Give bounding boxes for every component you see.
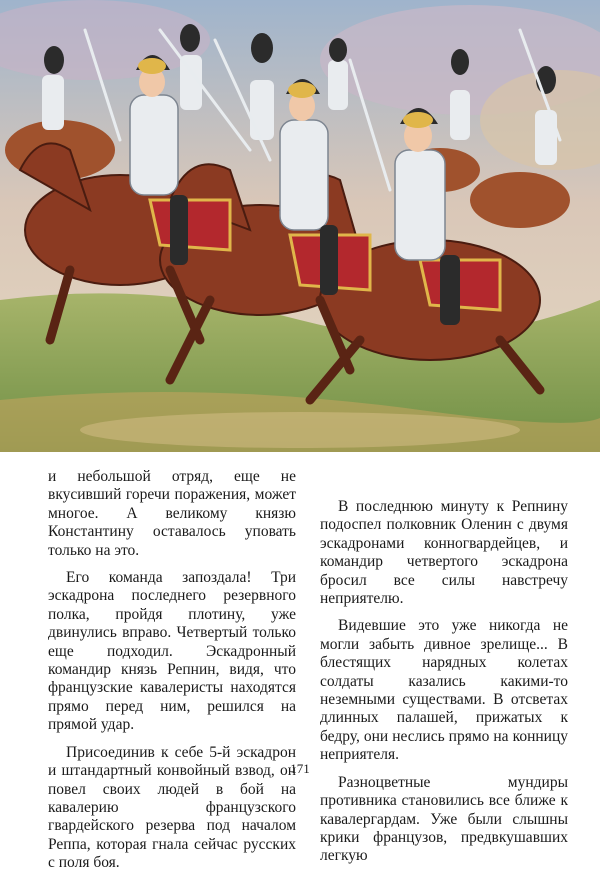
page-number: 171 — [290, 761, 310, 776]
paragraph: Его команда запоздала! Три эскадрона последнего резервного полка, пройдя плотину, уже двинулись вправо. Четвертый только еще подходил. Эскадронный командир князь Репнин, видя, что французские кавалеристы находятся прямо перед ним, решился на прямой удар. — [48, 569, 296, 734]
right-column — [320, 468, 568, 882]
paragraph: В последнюю минуту к Репнину подоспел полковник Оленин с двумя эскадронами конногвардейцев, и командир четвертого эскадрона бросил все силы навстречу неприятелю. — [320, 498, 568, 608]
paragraph: Видевшие это уже никогда не могли забыть дивное зрелище... В блестящих нарядных колетах солдаты казались какими-то неземными существами. В отсветах длинных палашей, прижатых к бедру, они неслись прямо на конницу неприятеля. — [320, 617, 568, 764]
article-body — [48, 468, 568, 882]
paragraph: Разноцветные мундиры противника становились все ближе к кавалергардам. Уже были слышны крики французов, предвкушавших легкую — [320, 773, 568, 865]
left-column — [48, 468, 296, 882]
paragraph: Присоединив к себе 5-й эскадрон и штандартный конвойный взвод, он повел своих людей в бой на кавалерию французского гвардейского резерва под началом Реппа, которая гнала сейчас русских с поля боя. — [48, 743, 296, 872]
paragraph: и небольшой отряд, еще не вкусивший горечи поражения, может многое. А великому князю Константину оставалось уповать только на это. — [48, 468, 296, 559]
